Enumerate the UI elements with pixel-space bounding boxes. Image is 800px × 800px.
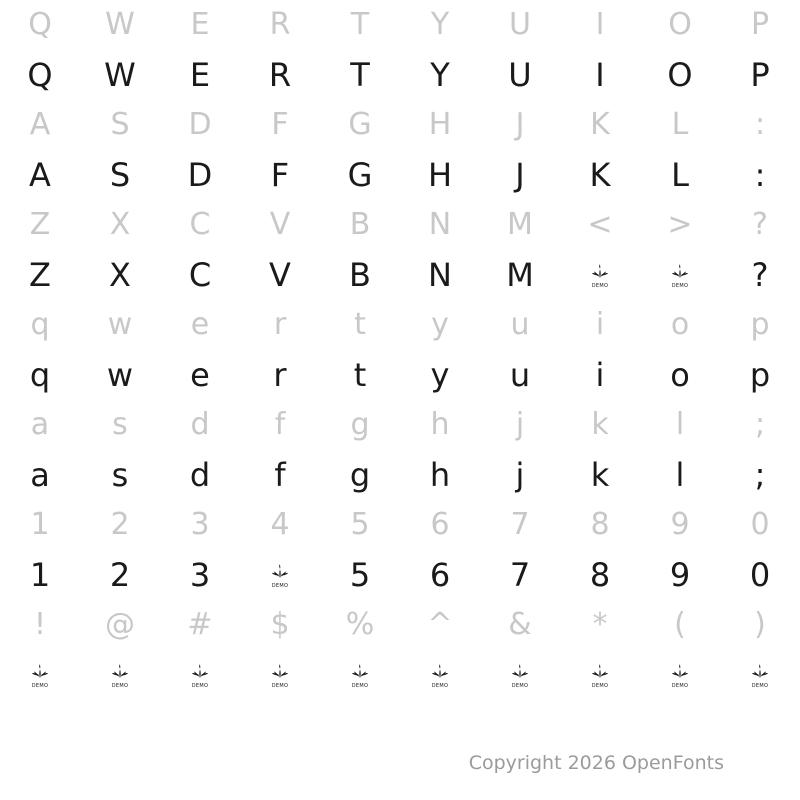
glyph-cell <box>480 450 560 500</box>
glyph-char: 2 <box>110 507 130 542</box>
glyph-cell <box>560 300 640 350</box>
glyph-cell <box>720 500 800 550</box>
glyph-char: P <box>750 56 770 94</box>
glyph-cell <box>240 200 320 250</box>
glyph-cell <box>160 550 240 600</box>
demo-logo-icon <box>507 662 533 688</box>
glyph-cell <box>720 150 800 200</box>
glyph-char: T <box>350 56 370 94</box>
glyph-cell <box>480 400 560 450</box>
glyph-cell <box>80 0 160 50</box>
glyph-cell <box>80 450 160 500</box>
glyph-cell <box>640 600 720 650</box>
glyph-cell <box>720 600 800 650</box>
demo-logo-label: DEMO <box>351 683 369 689</box>
glyph-char: J <box>515 156 525 194</box>
glyph-cell <box>320 500 400 550</box>
glyph-cell <box>480 200 560 250</box>
glyph-cell <box>560 500 640 550</box>
glyph-cell <box>640 500 720 550</box>
glyph-char: V <box>269 256 291 294</box>
demo-logo-label: DEMO <box>511 683 529 689</box>
glyph-char: u <box>510 307 530 342</box>
glyph-cell <box>0 200 80 250</box>
glyph-cell <box>0 550 80 600</box>
glyph-cell <box>560 350 640 400</box>
demo-logo-icon <box>427 662 453 688</box>
glyph-cell <box>160 250 240 300</box>
glyph-char: Y <box>430 7 450 42</box>
glyph-char: t <box>353 356 367 394</box>
glyph-cell <box>240 450 320 500</box>
glyph-char: T <box>350 7 370 42</box>
glyph-char: Q <box>27 56 53 94</box>
glyph-cell <box>480 150 560 200</box>
glyph-cell <box>400 50 480 100</box>
glyph-cell <box>720 100 800 150</box>
glyph-char: g <box>349 456 371 494</box>
demo-logo-label: DEMO <box>271 583 289 589</box>
glyph-char: k <box>590 456 610 494</box>
glyph-cell-demo <box>160 650 240 700</box>
glyph-char: u <box>509 356 531 394</box>
glyph-cell <box>400 400 480 450</box>
glyph-cell <box>240 600 320 650</box>
glyph-cell <box>400 450 480 500</box>
glyph-char: E <box>189 56 211 94</box>
glyph-cell-demo <box>240 650 320 700</box>
glyph-cell <box>640 450 720 500</box>
glyph-char: d <box>190 407 210 442</box>
glyph-char: I <box>595 56 605 94</box>
glyph-cell-demo <box>640 250 720 300</box>
glyph-char: V <box>269 207 291 242</box>
glyph-char: R <box>268 56 292 94</box>
glyph-cell <box>160 500 240 550</box>
glyph-cell <box>320 100 400 150</box>
glyph-cell <box>480 300 560 350</box>
demo-logo-icon <box>27 662 53 688</box>
glyph-cell <box>0 350 80 400</box>
glyph-char: # <box>187 607 213 642</box>
demo-logo-icon <box>587 262 613 288</box>
glyph-cell <box>400 200 480 250</box>
glyph-cell <box>480 50 560 100</box>
glyph-char: ? <box>751 256 769 294</box>
glyph-cell <box>240 150 320 200</box>
glyph-char: S <box>109 156 131 194</box>
glyph-cell-demo <box>560 250 640 300</box>
glyph-char: N <box>428 256 452 294</box>
glyph-char: X <box>109 256 131 294</box>
demo-logo-label: DEMO <box>591 683 609 689</box>
glyph-cell <box>400 250 480 300</box>
glyph-char: h <box>429 456 451 494</box>
glyph-char: o <box>670 307 690 342</box>
glyph-cell <box>320 50 400 100</box>
glyph-cell <box>640 200 720 250</box>
glyph-cell <box>240 50 320 100</box>
glyph-char: Q <box>28 7 52 42</box>
glyph-cell <box>640 350 720 400</box>
demo-logo-icon <box>667 662 693 688</box>
demo-logo-icon <box>267 662 293 688</box>
glyph-char: @ <box>105 607 135 642</box>
glyph-char: 9 <box>669 556 691 594</box>
glyph-cell <box>160 100 240 150</box>
glyph-char: A <box>29 107 51 142</box>
glyph-char: Z <box>29 256 51 294</box>
glyph-cell <box>240 100 320 150</box>
glyph-char: D <box>187 156 213 194</box>
glyph-char: < <box>587 207 613 242</box>
glyph-char: K <box>590 107 610 142</box>
glyph-cell <box>0 500 80 550</box>
glyph-char: s <box>112 407 128 442</box>
glyph-cell <box>240 350 320 400</box>
glyph-char: F <box>271 107 289 142</box>
glyph-char: a <box>30 407 50 442</box>
glyph-char: ; <box>754 407 766 442</box>
glyph-char: 8 <box>589 556 611 594</box>
glyph-char: l <box>675 407 685 442</box>
glyph-cell <box>0 0 80 50</box>
glyph-char: O <box>668 7 692 42</box>
glyph-cell <box>320 550 400 600</box>
glyph-char: ( <box>674 607 686 642</box>
glyph-char: B <box>349 207 371 242</box>
glyph-cell <box>80 400 160 450</box>
demo-logo-label: DEMO <box>671 683 689 689</box>
glyph-cell <box>0 400 80 450</box>
glyph-char: H <box>427 156 453 194</box>
glyph-cell <box>640 150 720 200</box>
glyph-char: l <box>675 456 685 494</box>
glyph-char: S <box>110 107 130 142</box>
glyph-cell <box>560 550 640 600</box>
glyph-char: U <box>509 7 531 42</box>
glyph-cell <box>240 500 320 550</box>
glyph-cell <box>160 150 240 200</box>
glyph-cell <box>160 450 240 500</box>
glyph-char: d <box>189 456 211 494</box>
glyph-cell <box>720 250 800 300</box>
glyph-cell <box>720 50 800 100</box>
glyph-char: R <box>269 7 291 42</box>
glyph-char: G <box>348 107 372 142</box>
glyph-char: ^ <box>427 607 453 642</box>
glyph-char: r <box>273 307 287 342</box>
glyph-cell <box>400 350 480 400</box>
glyph-char: J <box>515 107 525 142</box>
glyph-char: j <box>515 407 525 442</box>
glyph-char: i <box>595 307 605 342</box>
glyph-cell <box>640 50 720 100</box>
glyph-char: 4 <box>270 507 290 542</box>
glyph-char: P <box>750 7 770 42</box>
glyph-cell <box>160 50 240 100</box>
glyph-cell <box>80 150 160 200</box>
glyph-cell <box>480 100 560 150</box>
glyph-cell <box>480 600 560 650</box>
glyph-char: ? <box>752 207 768 242</box>
glyph-cell <box>640 300 720 350</box>
glyph-char: W <box>104 56 136 94</box>
glyph-cell <box>320 300 400 350</box>
glyph-char: U <box>508 56 532 94</box>
glyph-char: ! <box>33 607 47 642</box>
glyph-char: G <box>347 156 373 194</box>
demo-logo-icon <box>667 262 693 288</box>
demo-logo-icon <box>187 662 213 688</box>
glyph-char: N <box>428 207 452 242</box>
glyph-char: $ <box>270 607 290 642</box>
glyph-cell <box>0 600 80 650</box>
glyph-char: 3 <box>189 556 211 594</box>
glyph-cell <box>480 0 560 50</box>
glyph-cell <box>320 350 400 400</box>
glyph-char: ; <box>754 456 766 494</box>
glyph-cell <box>320 450 400 500</box>
glyph-cell <box>400 100 480 150</box>
glyph-char: L <box>671 107 689 142</box>
glyph-char: E <box>190 7 210 42</box>
glyph-cell <box>320 250 400 300</box>
glyph-cell <box>560 50 640 100</box>
glyph-cell <box>80 350 160 400</box>
demo-logo-icon <box>747 662 773 688</box>
demo-logo-icon <box>587 662 613 688</box>
glyph-cell <box>240 400 320 450</box>
glyph-cell <box>0 100 80 150</box>
glyph-cell <box>560 600 640 650</box>
demo-logo-label: DEMO <box>671 283 689 289</box>
glyph-char: H <box>428 107 452 142</box>
glyph-cell <box>560 0 640 50</box>
demo-logo-label: DEMO <box>751 683 769 689</box>
glyph-cell <box>400 0 480 50</box>
glyph-char: 6 <box>430 507 450 542</box>
glyph-cell-demo <box>640 650 720 700</box>
glyph-char: 8 <box>590 507 610 542</box>
glyph-cell <box>160 350 240 400</box>
glyph-char: > <box>667 207 693 242</box>
glyph-cell <box>640 550 720 600</box>
glyph-cell <box>320 0 400 50</box>
glyph-cell-demo <box>0 650 80 700</box>
glyph-cell-demo <box>720 650 800 700</box>
glyph-cell <box>320 400 400 450</box>
glyph-cell <box>80 100 160 150</box>
glyph-cell-demo <box>320 650 400 700</box>
glyph-cell <box>560 400 640 450</box>
glyph-char: F <box>270 156 290 194</box>
glyph-char: q <box>30 307 50 342</box>
demo-logo-icon <box>267 562 293 588</box>
glyph-cell <box>320 600 400 650</box>
glyph-cell <box>400 150 480 200</box>
glyph-char: K <box>589 156 611 194</box>
glyph-char: C <box>189 207 211 242</box>
glyph-cell <box>720 450 800 500</box>
glyph-cell <box>80 600 160 650</box>
glyph-char: Z <box>29 207 51 242</box>
glyph-char: q <box>29 356 51 394</box>
glyph-cell <box>640 100 720 150</box>
glyph-cell <box>0 450 80 500</box>
glyph-char: f <box>274 456 286 494</box>
glyph-cell <box>640 400 720 450</box>
glyph-cell <box>0 300 80 350</box>
glyph-char: O <box>667 56 693 94</box>
glyph-char: 7 <box>510 507 530 542</box>
glyph-cell <box>320 150 400 200</box>
glyph-cell <box>160 200 240 250</box>
glyph-char: * <box>592 607 608 642</box>
glyph-cell <box>720 400 800 450</box>
glyph-cell <box>560 150 640 200</box>
glyph-cell <box>160 300 240 350</box>
glyph-cell <box>80 500 160 550</box>
glyph-char: w <box>106 356 134 394</box>
demo-logo-label: DEMO <box>591 283 609 289</box>
glyph-cell <box>480 500 560 550</box>
glyph-char: C <box>188 256 212 294</box>
glyph-cell-demo <box>240 550 320 600</box>
glyph-char: t <box>354 307 366 342</box>
glyph-char: 5 <box>350 507 370 542</box>
glyph-cell-demo <box>480 650 560 700</box>
demo-logo-label: DEMO <box>191 683 209 689</box>
glyph-cell <box>720 0 800 50</box>
glyph-char: e <box>190 307 210 342</box>
glyph-cell <box>480 250 560 300</box>
glyph-cell <box>480 550 560 600</box>
demo-logo-label: DEMO <box>431 683 449 689</box>
glyph-cell <box>160 0 240 50</box>
demo-logo-label: DEMO <box>271 683 289 689</box>
glyph-char: s <box>111 456 129 494</box>
glyph-cell <box>0 150 80 200</box>
glyph-char: 9 <box>670 507 690 542</box>
glyph-char: L <box>671 156 689 194</box>
glyph-cell <box>560 100 640 150</box>
glyph-cell <box>80 50 160 100</box>
glyph-cell <box>720 350 800 400</box>
glyph-char: r <box>273 356 287 394</box>
glyph-char: y <box>430 356 450 394</box>
glyph-cell <box>240 250 320 300</box>
glyph-cell <box>480 350 560 400</box>
glyph-char: 6 <box>429 556 451 594</box>
glyph-char: k <box>591 407 609 442</box>
glyph-char: p <box>749 356 771 394</box>
copyright-notice: Copyright 2026 OpenFonts <box>468 752 724 774</box>
glyph-char: 1 <box>30 507 50 542</box>
glyph-char: o <box>670 356 690 394</box>
glyph-cell <box>0 50 80 100</box>
glyph-char: 7 <box>509 556 531 594</box>
glyph-cell-demo <box>560 650 640 700</box>
demo-logo-label: DEMO <box>31 683 49 689</box>
glyph-char: 1 <box>29 556 51 594</box>
glyph-char: j <box>515 456 525 494</box>
glyph-char: A <box>29 156 51 194</box>
glyph-char: 0 <box>749 556 771 594</box>
glyph-char: X <box>109 207 131 242</box>
glyph-cell <box>560 200 640 250</box>
glyph-char: p <box>750 307 770 342</box>
glyph-cell <box>720 200 800 250</box>
glyph-cell <box>400 300 480 350</box>
glyph-cell <box>320 200 400 250</box>
glyph-char: B <box>349 256 371 294</box>
glyph-char: D <box>188 107 212 142</box>
glyph-cell <box>240 0 320 50</box>
glyph-char: i <box>595 356 605 394</box>
glyph-char: & <box>508 607 532 642</box>
glyph-cell <box>720 300 800 350</box>
glyph-cell <box>560 450 640 500</box>
glyph-char: Y <box>430 56 450 94</box>
glyph-char: f <box>274 407 286 442</box>
glyph-char: % <box>345 607 375 642</box>
glyph-cell <box>160 600 240 650</box>
glyph-cell <box>80 250 160 300</box>
glyph-char: g <box>350 407 370 442</box>
demo-logo-icon <box>347 662 373 688</box>
glyph-char: W <box>105 7 135 42</box>
glyph-cell-demo <box>80 650 160 700</box>
glyph-char: ) <box>754 607 766 642</box>
glyph-cell <box>400 600 480 650</box>
glyph-char: M <box>507 207 533 242</box>
glyph-cell <box>400 550 480 600</box>
glyph-char: w <box>107 307 133 342</box>
glyph-cell <box>80 300 160 350</box>
glyph-char: e <box>190 356 210 394</box>
glyph-char: M <box>506 256 534 294</box>
glyph-char: a <box>30 456 50 494</box>
glyph-char: 2 <box>109 556 131 594</box>
glyph-char: h <box>430 407 450 442</box>
glyph-char: 3 <box>190 507 210 542</box>
glyph-cell <box>80 550 160 600</box>
glyph-cell <box>160 400 240 450</box>
glyph-cell-demo <box>400 650 480 700</box>
glyph-char: y <box>431 307 449 342</box>
glyph-cell <box>400 500 480 550</box>
glyph-cell <box>0 250 80 300</box>
glyph-cell <box>80 200 160 250</box>
demo-logo-label: DEMO <box>111 683 129 689</box>
glyph-cell <box>720 550 800 600</box>
glyph-char: 0 <box>750 507 770 542</box>
glyph-char: I <box>595 7 605 42</box>
glyph-char: 5 <box>349 556 371 594</box>
glyph-char: : <box>754 107 766 142</box>
glyph-cell <box>640 0 720 50</box>
demo-logo-icon <box>107 662 133 688</box>
glyph-cell <box>240 300 320 350</box>
glyph-char: : <box>754 156 766 194</box>
